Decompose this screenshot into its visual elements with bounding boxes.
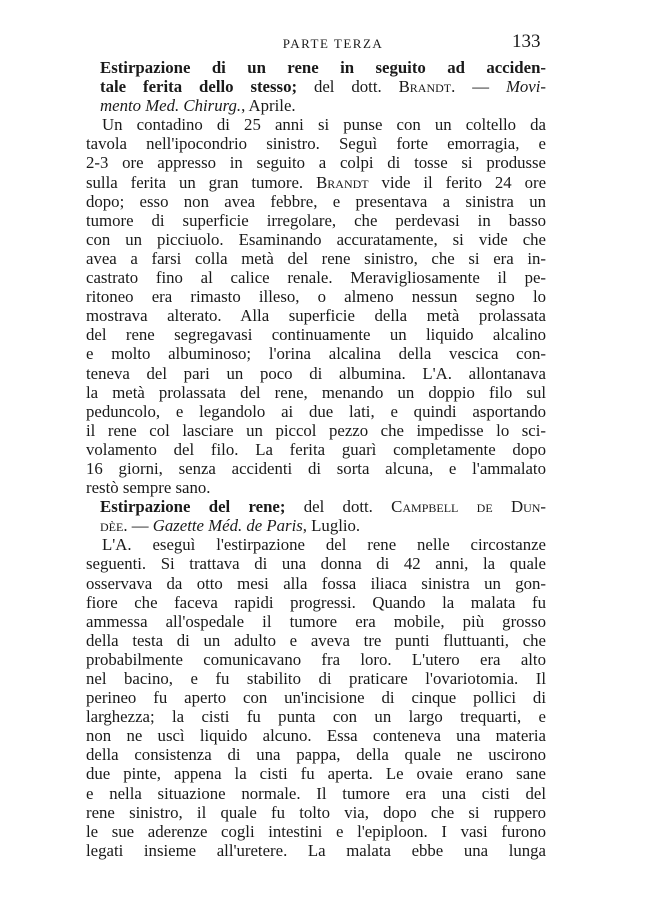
paragraph-line: teneva del pari un poco di albumina. L'A. allontanava: [86, 363, 546, 383]
article1-title-part2: tale ferita dello stesso;: [100, 77, 298, 97]
paragraph-line: della consistenza di una pappa, della quale ne uscirono: [86, 745, 546, 765]
running-title: PARTE TERZA: [282, 36, 384, 51]
paragraph-line: perineo fu aperto con un'incisione di cinque pollici di: [86, 688, 546, 708]
paragraph-line: avea a farsi colla metà del rene sinistro, che si era in-: [86, 248, 546, 268]
article2-byline-prefix: del dott.: [285, 497, 392, 517]
paragraph-line: della testa di un adulto e aveva tre punti fluttuanti, che: [86, 630, 546, 650]
paragraph-line: fiore che faceva rapidi progressi. Quando la malata fu: [86, 592, 546, 612]
paragraph-line: L'A. eseguì l'estirpazione del rene nelle circostanze: [102, 535, 546, 555]
paragraph-line: tumore di superficie irregolare, che perdevasi in basso: [86, 210, 546, 230]
paragraph-line: mostrava alterato. Alla superficie della metà prolassata: [86, 306, 546, 326]
article1-title-line2: [86, 77, 546, 96]
author-mention: Brandt: [316, 172, 369, 192]
paragraph-line: con un picciuolo. Esaminando accuratamente, si vide che: [86, 229, 546, 249]
article1-journal-part2: mento Med. Chirurg.: [100, 96, 242, 116]
paragraph-line: volamento del filo. La ferita guarì completamente dopo: [86, 439, 546, 459]
paragraph-line: probabilmente comunicavano fra loro. L'utero era alto: [86, 649, 546, 669]
paragraph-line: Un contadino di 25 anni si punse con un coltello da: [102, 115, 546, 135]
paragraph-line: del rene segregavasi continuamente un liquido alcalino: [86, 325, 546, 345]
paragraph-line: larghezza; la cisti fu punta con un largo trequarti, e: [86, 707, 546, 727]
paragraph-line: ammessa all'ospedale il tumore era mobile, più grosso: [86, 611, 546, 631]
article1-journal-part1: Movi-: [505, 77, 547, 97]
paragraph-line: rene sinistro, il quale fu tolto via, dopo che si ruppero: [86, 802, 546, 822]
article1-byline-prefix: del dott.: [297, 77, 399, 97]
page-text: [86, 58, 546, 860]
article2-author-part2: dèe: [100, 516, 124, 536]
article2-date: , Luglio.: [302, 516, 361, 536]
article1-title-line3: [86, 96, 546, 115]
paragraph-line: legati insieme all'uretere. La malata ebbe una lunga: [86, 840, 546, 860]
paragraph-line: tavola nell'ipocondrio sinistro. Seguì forte emorragia, e: [86, 134, 546, 154]
article1-separator: . —: [451, 77, 506, 97]
paragraph-line: ritoneo era rimasto illeso, o almeno nessun segno lo: [86, 287, 546, 307]
article2-separator: . —: [123, 516, 153, 536]
paragraph-line: la metà prolassata del rene, menando un doppio filo sul: [86, 382, 546, 402]
paragraph-line: restò sempre sano.: [86, 478, 211, 498]
paragraph-line: il rene col lasciare un piccol pezzo che impedisse lo sci-: [86, 420, 546, 440]
page-number: 133: [512, 31, 541, 52]
paragraph-line: le sue aderenze cogli intestini e l'epiploon. I vasi furono: [86, 821, 546, 841]
paragraph-line: e molto albuminoso; l'orina alcalina della vescica con-: [86, 344, 546, 364]
paragraph-line: [86, 173, 546, 192]
paragraph-line: nel bacino, e fu stabilito di praticare l'ovariotomia. Il: [86, 669, 546, 688]
paragraph-line: 2-3 ore appresso in seguito a colpi di tosse si produsse: [86, 153, 546, 173]
paragraph-line: e nella situazione normale. Il tumore era una cisti del: [86, 783, 546, 803]
paragraph-line: peduncolo, e legandolo ai due lati, e quindi asportando: [86, 401, 546, 421]
article2-journal: Gazette Méd. de Paris: [152, 516, 303, 536]
article1-title-line1: [86, 58, 546, 77]
article1-author: Brandt: [398, 77, 452, 97]
paragraph-text: vide il ferito 24 ore: [381, 172, 547, 192]
paragraph-line: castrato fino al calice renale. Meravigliosamente il pe-: [86, 268, 546, 288]
paragraph-line: seguenti. Si trattava di una donna di 42 anni, la quale: [86, 554, 546, 574]
article1-title-part1: Estirpazione di un rene in seguito ad acciden-: [100, 58, 546, 77]
paragraph-line: osservava da otto mesi alla fossa iliaca sinistra un gon-: [86, 573, 546, 593]
article2-title-line1: [86, 497, 546, 516]
paragraph-text: sulla ferita un gran tumore.: [86, 172, 304, 192]
article1-date: , Aprile.: [241, 96, 296, 116]
article2-author-part1: Campbell de Dun-: [391, 497, 547, 517]
paragraph-line: 16 giorni, senza accidenti di sorta alcuna, e l'ammalato: [86, 458, 546, 478]
paragraph-line: non ne uscì liquido alcuno. Essa conteneva una materia: [86, 726, 546, 746]
article2-title-line2: [86, 516, 546, 535]
paragraph-line: due pinte, appena la cisti fu aperta. Le ovaie erano sane: [86, 764, 546, 784]
article2-title: Estirpazione del rene;: [100, 497, 286, 517]
paragraph-line: dopo; esso non avea febbre, e presentava a sinistra un: [86, 191, 546, 211]
